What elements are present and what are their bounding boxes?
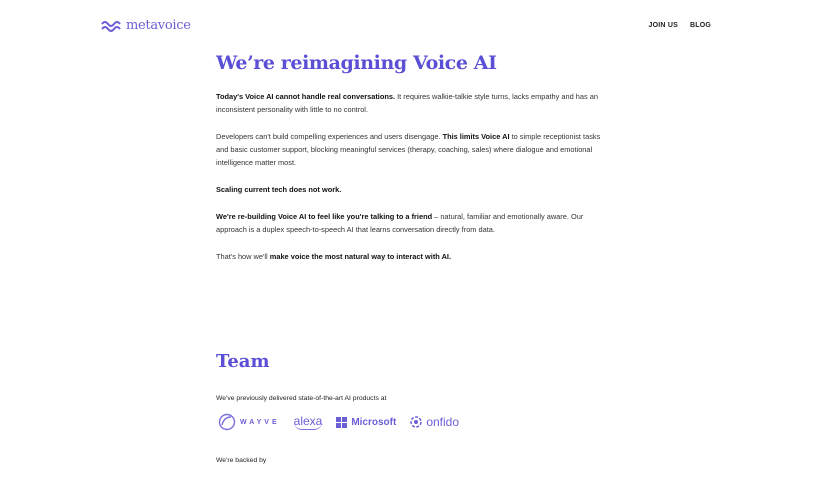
mission-text <box>216 90 606 276</box>
brand-logo[interactable] <box>101 18 191 33</box>
alexa-logo <box>294 414 323 430</box>
nav-join-us[interactable]: JOIN US <box>648 22 678 29</box>
p2-bold: This limits Voice AI <box>442 131 510 141</box>
microsoft-logo <box>336 417 396 428</box>
microsoft-text: Microsoft <box>351 416 397 428</box>
p2-text-a: Developers can't build compelling experiences and users disengage. <box>216 131 443 141</box>
onfido-text: onfido <box>426 415 460 429</box>
p1-text: It requires walkie-talkie style turns, lacks empathy and has an inconsistent personality with little to no control. <box>216 92 598 115</box>
top-nav <box>649 22 711 29</box>
nav-blog[interactable]: BLOG <box>689 22 711 29</box>
backed-by-text: We're backed by <box>216 457 267 464</box>
onfido-icon <box>410 416 422 428</box>
p2-text-b: to simple receptionist tasks and basic customer support, blocking meaningful services (therapy, coaching, sales) where dialogue and emotional intelligence matter most. <box>216 131 601 168</box>
paragraph-3 <box>216 183 606 196</box>
wave-logo-icon <box>101 20 123 32</box>
brand-name: metavoice <box>126 18 191 33</box>
wayve-logo <box>218 413 280 431</box>
paragraph-1 <box>216 90 606 117</box>
alexa-text: alexa <box>293 414 323 428</box>
p3-bold: Scaling current tech does not work. <box>216 185 342 195</box>
paragraph-2 <box>216 130 606 170</box>
wayve-icon <box>218 413 236 431</box>
p4-bold: We're re-building Voice AI to feel like you're talking to a friend <box>216 211 433 221</box>
page-title: We’re reimagining Voice AI <box>216 52 497 74</box>
onfido-logo <box>410 415 459 429</box>
team-title: Team <box>216 351 270 372</box>
p4-text: – natural, familiar and emotionally aware. Our approach is a duplex speech-to-speech AI that learns conversation directly from data. <box>216 211 584 234</box>
microsoft-squares-icon <box>336 417 347 428</box>
p5-bold: make voice the most natural way to interact with AI. <box>269 251 452 261</box>
p1-bold: Today's Voice AI cannot handle real conversations. <box>216 92 396 101</box>
paragraph-5 <box>216 250 606 263</box>
company-logos <box>218 413 459 431</box>
p5-text: That's how we'll <box>216 251 270 261</box>
paragraph-4 <box>216 210 606 237</box>
delivered-text: We've previously delivered state-of-the-art AI products at <box>216 395 387 402</box>
wayve-text: WAYVE <box>240 418 280 426</box>
